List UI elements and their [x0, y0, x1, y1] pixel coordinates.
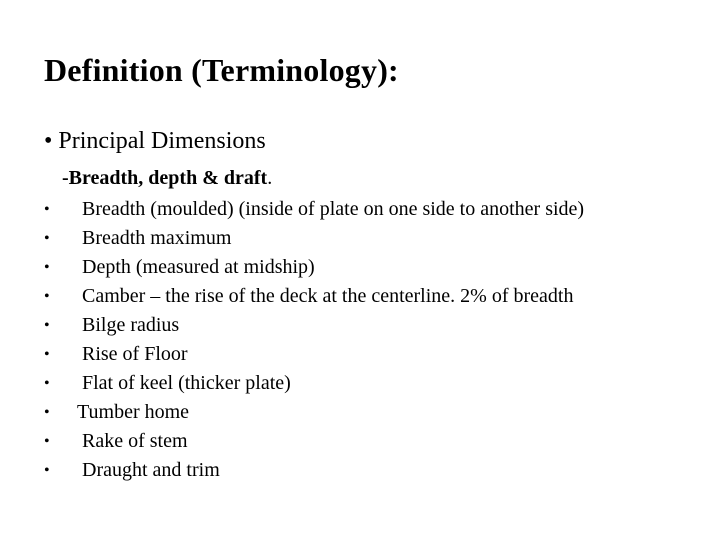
- section-heading: • Principal Dimensions: [44, 128, 266, 154]
- list-item-text: Rise of Floor: [82, 343, 188, 365]
- subheading-text: -Breadth, depth & draft: [62, 167, 268, 189]
- bullet-icon: •: [44, 404, 50, 421]
- bullet-icon: •: [44, 259, 50, 276]
- list-item-text: Depth (measured at midship): [82, 256, 315, 278]
- bullet-icon: •: [44, 288, 50, 305]
- bullet-icon: •: [44, 375, 50, 392]
- bullet-icon: •: [44, 230, 50, 247]
- slide-title: Definition (Terminology):: [44, 52, 399, 88]
- list-item-text: Flat of keel (thicker plate): [82, 372, 291, 394]
- bullet-icon: •: [44, 433, 50, 450]
- list-item-text: Tumber home: [77, 401, 190, 423]
- bullet-icon: •: [44, 201, 50, 218]
- bullet-icon: •: [44, 346, 50, 363]
- list-item-text: Draught and trim: [82, 459, 220, 481]
- bullet-icon: •: [44, 317, 50, 334]
- list-item-text: Breadth maximum: [82, 227, 232, 249]
- subheading: [62, 167, 272, 190]
- subheading-period: .: [267, 167, 273, 189]
- list-item-text: Bilge radius: [82, 314, 180, 336]
- list-item-text: Camber – the rise of the deck at the centerline. 2% of breadth: [82, 285, 574, 307]
- list-item-text: Breadth (moulded) (inside of plate on one side to another side): [82, 198, 585, 220]
- bullet-icon: •: [44, 462, 50, 479]
- list-item-text: Rake of stem: [82, 430, 188, 452]
